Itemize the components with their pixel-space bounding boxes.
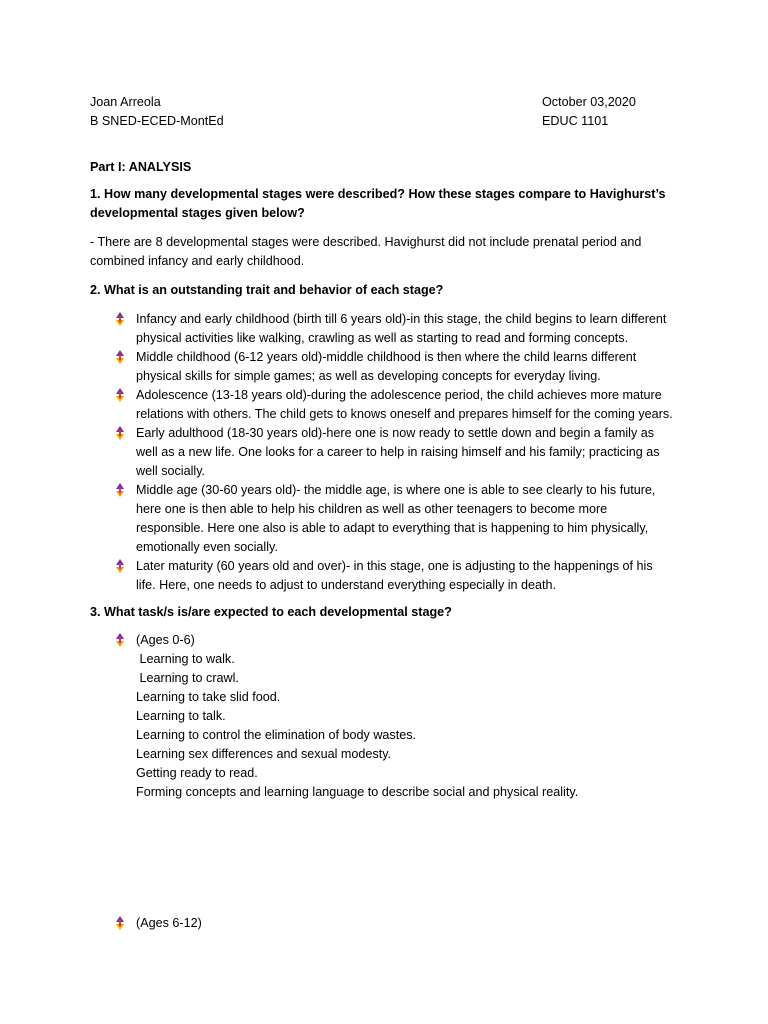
question-3: 3. What task/s is/are expected to each developmental stage?	[90, 605, 452, 619]
part-title: Part I: ANALYSIS	[90, 160, 192, 174]
list-item: Learning to talk.	[136, 709, 226, 723]
list-item-line: emotionally even socially.	[136, 540, 278, 554]
list-item	[0, 348, 673, 386]
arrow-bullet-icon	[113, 483, 127, 497]
question-1	[90, 185, 666, 223]
header-right	[542, 93, 636, 131]
list-item: Learning sex differences and sexual modesty.	[136, 747, 392, 761]
list-item: Getting ready to read.	[136, 766, 258, 780]
stage-label	[0, 914, 202, 933]
list-item-line: Early adulthood (18-30 years old)-here one is now ready to settle down and begin a family as	[136, 426, 655, 440]
list-item-line: Middle childhood (6-12 years old)-middle childhood is then where the child learns different	[136, 350, 637, 364]
list-item-line: Middle age (30-60 years old)- the middle age, is where one is able to see clearly to his future,	[136, 483, 656, 497]
list-item-line: relations with others. The child gets to knows oneself and prepares himself for the coming years.	[136, 407, 673, 421]
list-item-line: here one is then able to help his children as well as other teenagers to become more	[136, 502, 608, 516]
header-left	[90, 93, 224, 131]
stage-label-text: (Ages 6-12)	[136, 916, 202, 930]
list-item-line: physical activities like walking, crawling as well as starting to read and forming concepts.	[136, 331, 629, 345]
arrow-bullet-icon	[113, 388, 127, 402]
stage-label-text: (Ages 0-6)	[136, 633, 195, 647]
arrow-bullet-icon	[113, 426, 127, 440]
list-item	[0, 424, 673, 481]
list-item: Learning to walk.	[136, 652, 235, 666]
stage-6-12-tasks	[0, 914, 202, 933]
stage-traits-list	[0, 310, 673, 595]
list-item-line: responsible. Here one also is able to adapt to everything that is happening to him physically,	[136, 521, 649, 535]
question-2: 2. What is an outstanding trait and behavior of each stage?	[90, 283, 444, 297]
list-item	[0, 481, 673, 557]
list-item: Learning to take slid food.	[136, 690, 281, 704]
arrow-bullet-icon	[113, 633, 127, 647]
list-item	[0, 310, 673, 348]
list-item: Learning to control the elimination of body wastes.	[136, 728, 417, 742]
question-1-line: developmental stages given below?	[90, 206, 305, 220]
question-1-line: 1. How many developmental stages were described? How these stages compare to Havighurst’s	[90, 187, 666, 201]
list-item-line: Adolescence (13-18 years old)-during the adolescence period, the child achieves more mature	[136, 388, 662, 402]
arrow-bullet-icon	[113, 312, 127, 326]
list-item-line: well as a new life. One looks for a career to help in raising himself and his family; practicing as	[136, 445, 660, 459]
answer-1	[90, 233, 641, 271]
list-item-line: Infancy and early childhood (birth till 6 years old)-in this stage, the child begins to learn different	[136, 312, 667, 326]
author-program: B SNED-ECED-MontEd	[90, 114, 224, 128]
list-item-line: well socially.	[136, 464, 206, 478]
list-item	[0, 386, 673, 424]
list-item	[0, 557, 673, 595]
arrow-bullet-icon	[113, 559, 127, 573]
answer-1-line: combined infancy and early childhood.	[90, 254, 305, 268]
list-item-line: physical skills for simple games; as well as developing concepts for everyday living.	[136, 369, 601, 383]
list-item-line: Later maturity (60 years old and over)- in this stage, one is adjusting to the happenings of his	[136, 559, 653, 573]
document-date: October 03,2020	[542, 95, 636, 109]
course-code: EDUC 1101	[542, 114, 609, 128]
list-item: Learning to crawl.	[136, 671, 239, 685]
stage-0-6-tasks	[0, 631, 578, 802]
arrow-bullet-icon	[113, 350, 127, 364]
stage-label	[0, 631, 578, 650]
answer-1-line: - There are 8 developmental stages were described. Havighurst did not include prenatal period and	[90, 235, 642, 249]
list-item-line: life. Here, one needs to adjust to understand everything especially in death.	[136, 578, 557, 592]
list-item: Forming concepts and learning language to describe social and physical reality.	[136, 785, 579, 799]
arrow-bullet-icon	[113, 916, 127, 930]
author-name: Joan Arreola	[90, 95, 161, 109]
